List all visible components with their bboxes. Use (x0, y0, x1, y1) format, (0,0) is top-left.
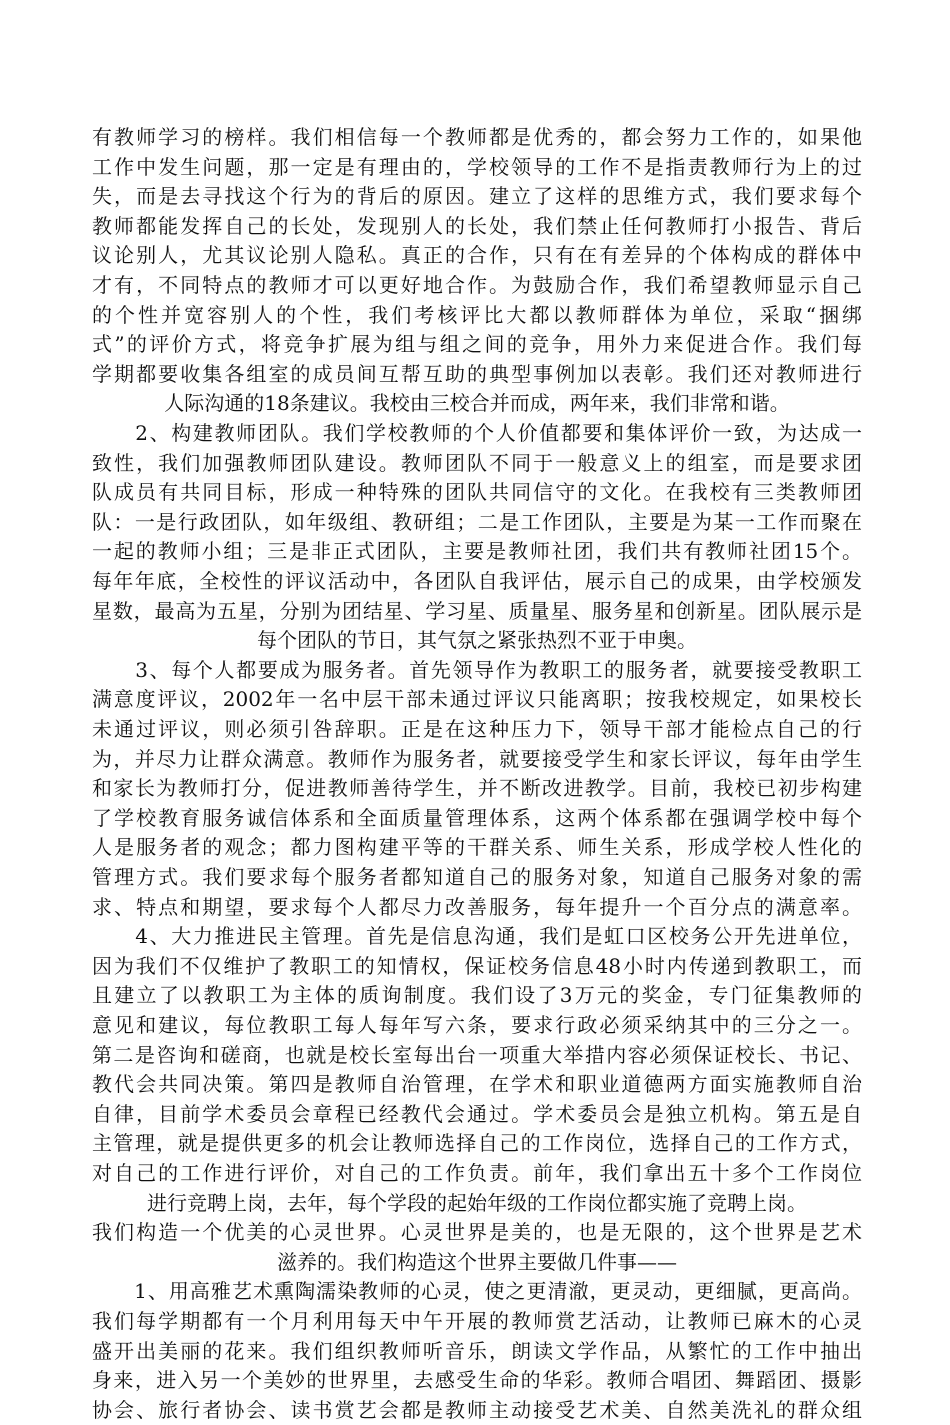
text-line: 议论别人，尤其议论别人隐私。真正的合作，只有在有差异的个体构成的群体中 (92, 243, 862, 268)
text-line: 协会、旅行者协会、读书赏艺会都是教师主动接受艺术美、自然美洗礼的群众组 (92, 1397, 862, 1422)
text-line: 了学校教育服务诚信体系和全面质量管理体系，这两个体系都在强调学校中每个 (92, 805, 862, 830)
text-line: 学期都要收集各组室的成员间互帮互助的典型事例加以表彰。我们还对教师进行 (92, 361, 862, 386)
text-line: 求、特点和期望，要求每个人都尽力改善服务，每年提升一个百分点的满意率。 (92, 894, 862, 919)
text-line: 才有，不同特点的教师才可以更好地合作。为鼓励合作，我们希望教师显示自己 (92, 273, 862, 297)
text-line: 满意度评议，2002年一名中层干部未通过评议只能离职；按我校规定，如果校长 (92, 687, 862, 712)
text-line: 我们构造一个优美的心灵世界。心灵世界是美的，也是无限的，这个世界是艺术 (92, 1220, 862, 1245)
text-line: 教代会共同决策。第四是教师自治管理，在学术和职业道德两方面实施教师自治 (92, 1072, 862, 1097)
text-line: 因为我们不仅维护了教职工的知情权，保证校务信息48小时内传递到教职工，而 (92, 953, 862, 978)
text-line: 星数，最高为五星，分别为团结星、学习星、质量星、服务星和创新星。团队展示是 (92, 598, 862, 623)
text-line: 我们每学期都有一个月利用每天中午开展的教师赏艺活动，让教师已麻木的心灵 (92, 1309, 862, 1333)
text-line: 自律，目前学术委员会章程已经教代会通过。学术委员会是独立机构。第五是自 (92, 1101, 862, 1126)
text-line: 一起的教师小组；三是非正式团队，主要是教师社团，我们共有教师社团15个。 (92, 539, 862, 564)
text-line: 滋养的。我们构造这个世界主要做几件事—— (277, 1249, 677, 1274)
text-line: 和家长为教师打分，促进教师善待学生，并不断改进教学。目前，我校已初步构建 (92, 776, 862, 801)
text-line: 2、构建教师团队。我们学校教师的个人价值都要和集体评价一致，为达成一 (92, 421, 862, 445)
text-line: 失，而是去寻找这个行为的背后的原因。建立了这样的思维方式，我们要求每个 (92, 184, 862, 209)
text-line: 致性，我们加强教师团队建设。教师团队不同于一般意义上的组室，而是要求团 (92, 450, 862, 475)
text-line: 1、用高雅艺术熏陶濡染教师的心灵，使之更清澈，更灵动，更细腻，更高尚。 (92, 1279, 862, 1304)
text-line: 的个性并宽容别人的个性，我们考核评比大都以教师群体为单位，采取“捆绑 (92, 302, 862, 327)
text-line: 未通过评议，则必须引咎辞职。正是在这种压力下，领导干部才能检点自己的行 (92, 717, 862, 741)
text-line: 教师都能发挥自己的长处，发现别人的长处，我们禁止任何教师打小报告、背后 (92, 213, 862, 238)
text-line: 队：一是行政团队，如年级组、教研组；二是工作团队，主要是为某一工作而聚在 (92, 509, 862, 534)
text-line: 每年年底，全校性的评议活动中，各团队自我评估，展示自己的成果，由学校颁发 (92, 569, 862, 593)
text-line: 管理方式。我们要求每个服务者都知道自己的服务对象，知道自己服务对象的需 (92, 865, 862, 889)
text-line: 身来，进入另一个美妙的世界里，去感受生命的华彩。教师合唱团、舞蹈团、摄影 (92, 1368, 862, 1393)
text-line: 为，并尽力让群众满意。教师作为服务者，就要接受学生和家长评议，每年由学生 (92, 746, 862, 771)
text-line: 主管理，就是提供更多的机会让教师选择自己的工作岗位，选择自己的工作方式， (92, 1131, 862, 1156)
text-line: 盛开出美丽的花来。我们组织教师听音乐，朗读文学作品，从繁忙的工作中抽出 (92, 1338, 862, 1363)
text-line: 对自己的工作进行评价，对自己的工作负责。前年，我们拿出五十多个工作岗位 (92, 1161, 862, 1185)
text-line: 第二是咨询和磋商，也就是校长室每出台一项重大举措内容必须保证校长、书记、 (92, 1042, 862, 1067)
text-line: 式”的评价方式，将竞争扩展为组与组之间的竞争，用外力来促进合作。我们每 (92, 332, 862, 357)
text-line: 3、每个人都要成为服务者。首先领导作为教职工的服务者，就要接受教职工 (92, 657, 862, 682)
text-line: 且建立了以教职工为主体的质询制度。我们设了3万元的奖金，专门征集教师的 (92, 983, 862, 1008)
text-line: 4、大力推进民主管理。首先是信息沟通，我们是虹口区校务公开先进单位， (92, 924, 862, 949)
text-line: 意见和建议，每位教职工每人每年写六条，要求行政必须采纳其中的三分之一。 (92, 1013, 862, 1037)
text-line: 有教师学习的榜样。我们相信每一个教师都是优秀的，都会努力工作的，如果他 (92, 125, 862, 149)
text-line: 工作中发生问题，那一定是有理由的，学校领导的工作不是指责教师行为上的过 (92, 154, 862, 179)
text-line: 进行竞聘上岗，去年，每个学段的起始年级的工作岗位都实施了竞聘上岗。 (147, 1190, 807, 1215)
text-line: 人是服务者的观念；都力图构建平等的干群关系、师生关系，形成学校人性化的 (92, 835, 862, 860)
text-line: 队成员有共同目标，形成一种特殊的团队共同信守的文化。在我校有三类教师团 (92, 480, 862, 505)
text-line: 人际沟通的18条建议。我校由三校合并而成，两年来，我们非常和谐。 (164, 391, 790, 416)
text-line: 每个团队的节日，其气氛之紧张热烈不亚于申奥。 (257, 628, 697, 653)
